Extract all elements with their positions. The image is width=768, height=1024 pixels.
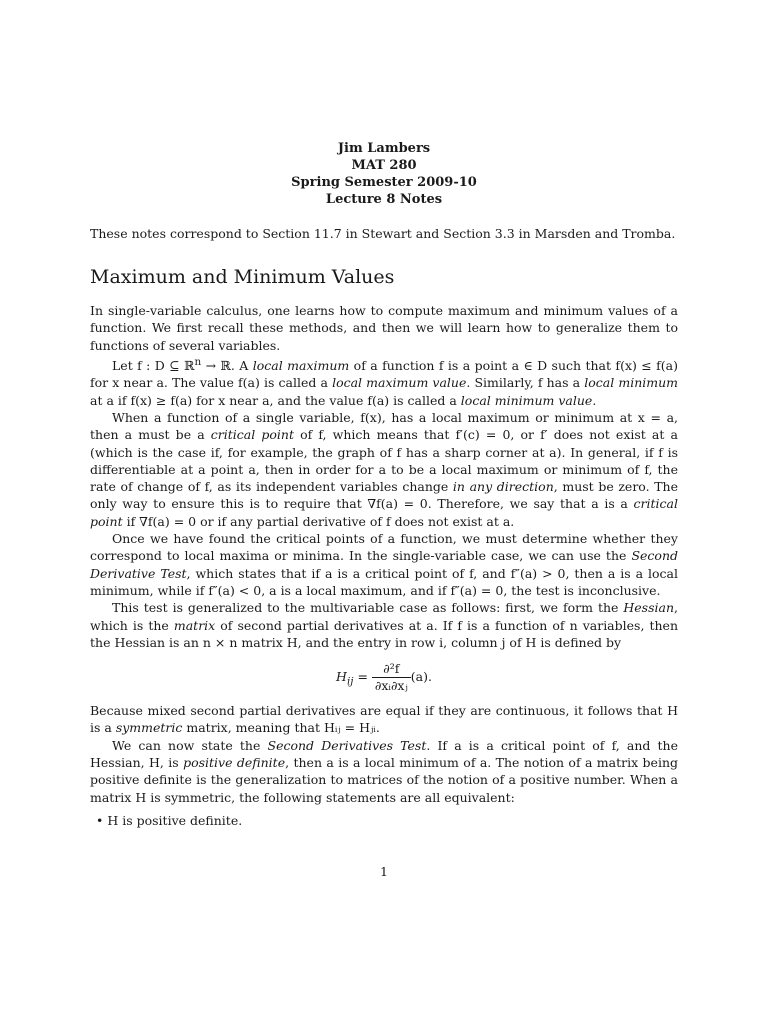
equation-numerator: ∂²f — [372, 661, 411, 678]
term-hessian: Hessian — [623, 600, 675, 616]
course: MAT 280 — [351, 158, 417, 173]
text-span: of f, which means that f′(c) = 0, or f′ does not exist at a (which is the case if, for example, the graph of f has a sharp corner at a). In general, if f is differentiable at a point a, then in order for a to be a local maximum or minimum of f, the rate of change of f, as its independent variables change — [90, 427, 678, 495]
term-matrix: matrix — [173, 617, 216, 633]
equation-lhs: H — [336, 669, 347, 685]
page-number: 1 — [380, 864, 388, 879]
paragraph-2: Let f : D ⊆ ℝ$^n$ → ℝ. A local maximum of a function f is a point a ∈ D such that f(x) ≤ f(a) for x near a. The value f(a) is called a local maximum value. Similarly, f has a local minimum at a if f(x) ≥ f(a) for x near a, and the value f(a) is called a local minimum value. — [90, 355, 678, 408]
paragraph-3 — [90, 409, 678, 530]
paragraph-6 — [90, 702, 678, 737]
paragraph-4 — [90, 530, 678, 599]
text-span: matrix, meaning that Hᵢⱼ = Hⱼᵢ. — [182, 720, 380, 736]
text-span: . — [592, 392, 597, 408]
term-critical-point: critical point — [210, 427, 294, 443]
term-critical-point: critical point — [90, 496, 678, 529]
text-span: Because mixed second partial derivatives are equal if they are continuous, it follows that H is a — [90, 703, 678, 736]
equivalence-list — [90, 812, 678, 829]
section-title: Maximum and Minimum Values — [90, 266, 395, 288]
hessian-equation: $H_{ij}$ = $\frac{\text{∂²f}}{\text{∂xᵢ∂xⱼ}}$ (a). — [336, 661, 432, 694]
text-span: , which states that if a is a critical point of f, and f″(a) > 0, then a is a local minimum, while if f″(a) < 0, a is a local maximum, and if f″(a) = 0, the test is inconclusive. — [90, 565, 678, 598]
text-span: . Similarly, f has a — [466, 375, 585, 391]
term-local-minimum-value: local minimum value — [460, 392, 593, 408]
body-text — [90, 302, 678, 829]
equation-denominator: ∂xᵢ∂xⱼ — [374, 678, 408, 694]
term-local-maximum-value: local maximum value — [332, 375, 467, 391]
text-span: This test is generalized to the multivariable case as follows: first, we form the — [112, 600, 624, 616]
text-span: Let f : D ⊆ ℝ — [112, 358, 195, 374]
term-local-maximum: local maximum — [252, 358, 350, 374]
intro-text: These notes correspond to Section 11.7 in Stewart and Section 3.3 in Marsden and Tromba. — [90, 226, 676, 241]
text-span: Once we have found the critical points of a function, we must determine whether they correspond to local maxima or minima. In the single-variable case, we can use the — [90, 531, 678, 564]
author: Jim Lambers — [337, 141, 431, 156]
document-header — [90, 140, 678, 208]
text-span: We can now state the — [112, 737, 268, 753]
term-second-derivative-test: Second Derivative Test — [90, 548, 678, 581]
text-span: → ℝ. A — [201, 358, 253, 374]
term-any-direction: in any direction — [452, 479, 554, 495]
text-span: , then a is a local minimum of a. The notion of a matrix being positive definite is the generalization to matrices of the notion of a positive number. When a matrix H is symmetric, the following statements are all equivalent: — [90, 754, 679, 805]
text-span: if ∇f(a) = 0 or if any partial derivative of f does not exist at a. — [122, 513, 515, 529]
text-span: , must be zero. The only way to ensure this is to require that ∇f(a) = 0. Therefore, we say that a is a — [90, 479, 678, 512]
paragraph-7 — [90, 737, 678, 806]
text-span: of a function f is a point a ∈ D such that f(x) ≤ f(a) for x near a. The value f(a) is called a — [90, 358, 678, 391]
equation-rhs: (a). — [410, 669, 432, 685]
text-span: , which is the — [90, 600, 678, 633]
text-span: . If a is a critical point of f, and the Hessian, H, is — [90, 737, 678, 770]
lecture-title: Lecture 8 Notes — [325, 192, 443, 207]
text-span: When a function of a single variable, f(x), has a local maximum or minimum at x = a, then a must be a — [90, 409, 678, 443]
equation-fraction — [372, 661, 411, 694]
list-item: • H is positive definite. — [108, 812, 678, 829]
paragraph-5 — [90, 599, 678, 651]
paragraph-1: In single-variable calculus, one learns how to compute maximum and minimum values of a function. We first recall these methods, and then we will learn how to generalize them to functions of several variables. — [90, 303, 678, 353]
term-positive-definite: positive definite — [183, 754, 286, 770]
equation-lhs-subscript: ij — [346, 675, 354, 688]
text-span: at a if f(x) ≥ f(a) for x near a, and the value f(a) is called a — [90, 392, 461, 408]
term-local-minimum: local minimum — [584, 375, 678, 391]
term-symmetric: symmetric — [115, 720, 183, 736]
term-second-derivatives-test: Second Derivatives Test — [267, 737, 427, 753]
text-span: of second partial derivatives at a. If f is a function of n variables, then the Hessian is an n × n matrix H, and the entry in row i, column j of H is defined by — [90, 617, 679, 650]
term: Spring Semester 2009-10 — [291, 175, 477, 190]
